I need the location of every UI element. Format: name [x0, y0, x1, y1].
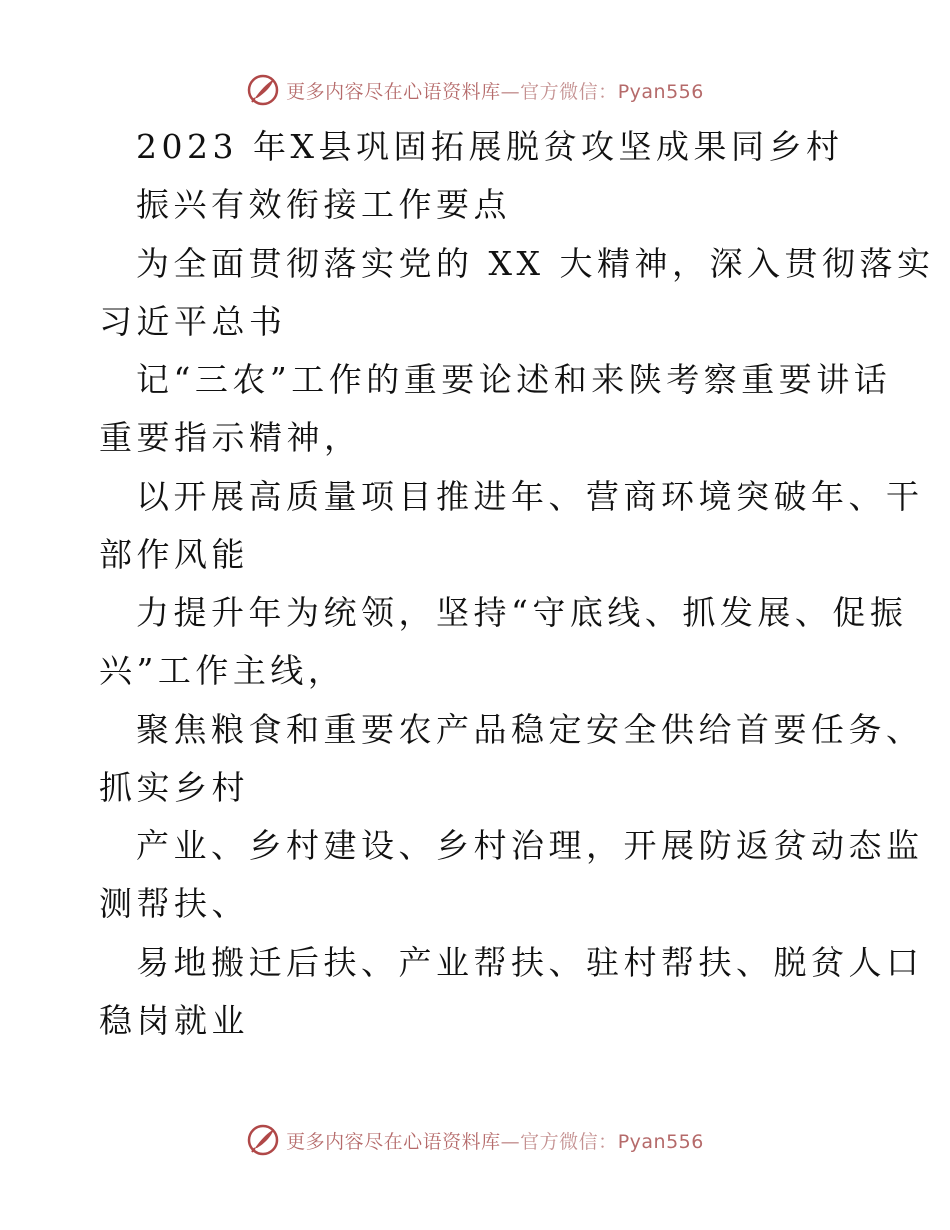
paragraph-line: 产业、乡村建设、乡村治理，开展防返贫动态监: [136, 826, 924, 865]
watermark-main-text: 更多内容尽在心语资料库: [286, 1130, 501, 1153]
paragraph-line: 聚焦粮食和重要农产品稳定安全供给首要任务、: [136, 710, 924, 749]
watermark-separator-text: —官方微信：: [500, 1130, 618, 1153]
paragraph-line: 力提升年为统领，坚持“守底线、抓发展、促振: [136, 593, 908, 632]
header-watermark-text: [286, 77, 704, 104]
footer-watermark-inner: [246, 1123, 704, 1157]
feather-pen-logo-icon: [246, 1123, 280, 1157]
paragraph-line: 部作风能: [99, 535, 249, 574]
footer-watermark-banner: [0, 1120, 950, 1160]
watermark-main-text: 更多内容尽在心语资料库: [286, 80, 501, 103]
document-title-line-2: 振兴有效衔接工作要点: [136, 185, 511, 224]
header-watermark-banner: [0, 70, 950, 110]
header-watermark-inner: [246, 73, 704, 107]
paragraph-line: 以开展高质量项目推进年、营商环境突破年、干: [136, 477, 924, 516]
watermark-id-text: Pyan556: [617, 1130, 704, 1153]
paragraph-line: 习近平总书: [99, 302, 287, 341]
paragraph-line: 测帮扶、: [99, 884, 249, 923]
paragraph-line: 易地搬迁后扶、产业帮扶、驻村帮扶、脱贫人口: [136, 943, 924, 982]
paragraph-line: 兴”工作主线，: [99, 651, 346, 690]
paragraph-line: 抓实乡村: [99, 768, 249, 807]
paragraph-line: 重要指示精神，: [99, 418, 362, 457]
paragraph-line: 稳岗就业: [99, 1001, 249, 1040]
document-title-line-1: 2023 年X县巩固拓展脱贫攻坚成果同乡村: [136, 127, 844, 166]
paragraph-line: 记“三农”工作的重要论述和来陕考察重要讲话: [136, 360, 892, 399]
footer-watermark-text: [286, 1127, 704, 1154]
paragraph-line: 为全面贯彻落实党的 XX 大精神，深入贯彻落实: [136, 244, 935, 283]
watermark-id-text: Pyan556: [617, 80, 704, 103]
feather-pen-logo-icon: [246, 73, 280, 107]
watermark-separator-text: —官方微信：: [500, 80, 618, 103]
